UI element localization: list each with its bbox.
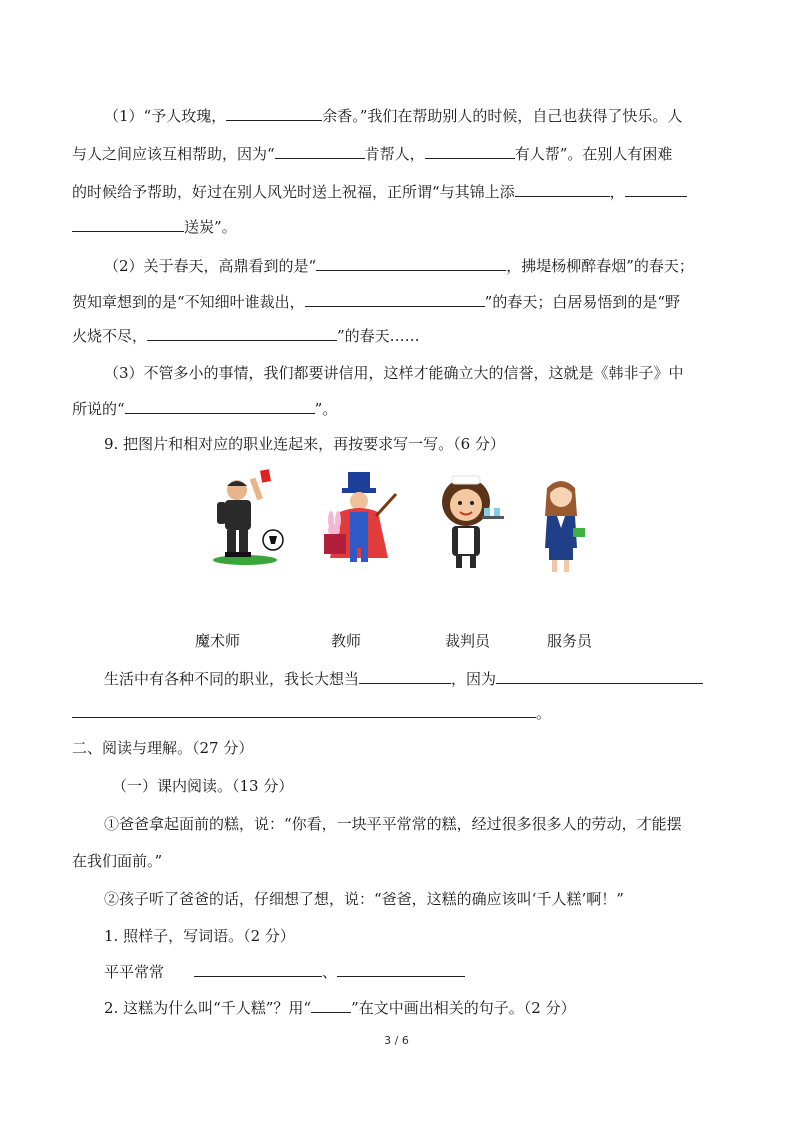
q8-p2-line1: （2）关于春天，高鼎看到的是“ ，拂堤杨柳醉春烟”的春天； <box>104 254 694 277</box>
fill-blank[interactable] <box>316 254 506 271</box>
q8-p3-line1: （3）不管多小的事情，我们都要讲信用，这样才能确立大的信誉，这就是《韩非子》中 <box>104 364 684 382</box>
referee-illustration[interactable] <box>205 468 295 568</box>
q8-p2-line2: 贺知章想到的是“不知细叶谁裁出， ”的春天；白居易悟到的是“野 <box>72 290 680 313</box>
fill-blank[interactable] <box>337 960 465 977</box>
fill-blank[interactable] <box>226 104 322 121</box>
fill-blank[interactable] <box>125 397 315 414</box>
job-label-teacher[interactable]: 教师 <box>331 632 362 650</box>
q9-title: 9. 把图片和相对应的职业连起来，再按要求写一写。（6 分） <box>104 435 505 453</box>
page-number: 3 / 6 <box>384 1034 409 1047</box>
q8-p1-line1: （1）“予人玫瑰， 余香。”我们在帮助别人的时候，自己也获得了快乐。人 <box>104 104 682 127</box>
q8-p3-line2: 所说的“ ”。 <box>72 397 337 420</box>
q8-p1-line3: 的时候给予帮助，好过在别人风光时送上祝福，正所谓“与其锦上添 ， <box>72 180 687 203</box>
reading-para1-cont: 在我们面前。” <box>72 852 163 870</box>
section2-sub1: （一）课内阅读。（13 分） <box>112 777 294 795</box>
q8-p2-line3: 火烧不尽， ”的春天…… <box>72 324 420 347</box>
fill-blank[interactable] <box>72 701 536 718</box>
reading-para2: ②孩子听了爸爸的话，仔细想了想，说：“爸爸，这糕的确应该叫‘千人糕’啊！” <box>104 890 624 908</box>
fill-blank[interactable] <box>625 180 687 197</box>
fill-blank[interactable] <box>194 960 322 977</box>
q8-p1-line4: 送炭”。 <box>72 215 237 238</box>
fill-blank[interactable] <box>147 324 337 341</box>
fill-blank[interactable] <box>496 667 703 684</box>
q9-fill-line2: 。 <box>72 701 551 724</box>
q8-p1-line2: 与人之间应该互相帮助，因为“ 肯帮人， 有人帮”。在别人有困难 <box>72 142 672 165</box>
section2-title: 二、阅读与理解。（27 分） <box>72 739 254 757</box>
fill-blank[interactable] <box>425 142 515 159</box>
teacher-illustration[interactable] <box>535 474 595 574</box>
fill-blank[interactable] <box>72 215 184 232</box>
wavy-underline-sample <box>311 996 351 1013</box>
question-1: 1. 照样子，写词语。（2 分） <box>104 927 295 945</box>
fill-blank[interactable] <box>275 142 365 159</box>
fill-blank[interactable] <box>515 180 610 197</box>
fill-blank[interactable] <box>305 290 485 307</box>
job-label-waiter[interactable]: 服务员 <box>547 632 593 650</box>
fill-blank[interactable] <box>359 667 451 684</box>
q9-fill-line1: 生活中有各种不同的职业，我长大想当 ，因为 <box>104 667 703 690</box>
job-label-magician[interactable]: 魔术师 <box>195 632 241 650</box>
reading-para1: ①爸爸拿起面前的糕，说：“你看，一块平平常常的糕，经过很多很多人的劳动，才能摆 <box>104 815 682 833</box>
waitress-illustration[interactable] <box>432 472 512 572</box>
question-1-answer-line: 平平常常 、 <box>104 960 465 983</box>
magician-illustration[interactable] <box>318 470 403 570</box>
job-label-referee[interactable]: 裁判员 <box>445 632 491 650</box>
question-2: 2. 这糕为什么叫“千人糕”？用“ ”在文中画出相关的句子。（2 分） <box>104 996 576 1019</box>
